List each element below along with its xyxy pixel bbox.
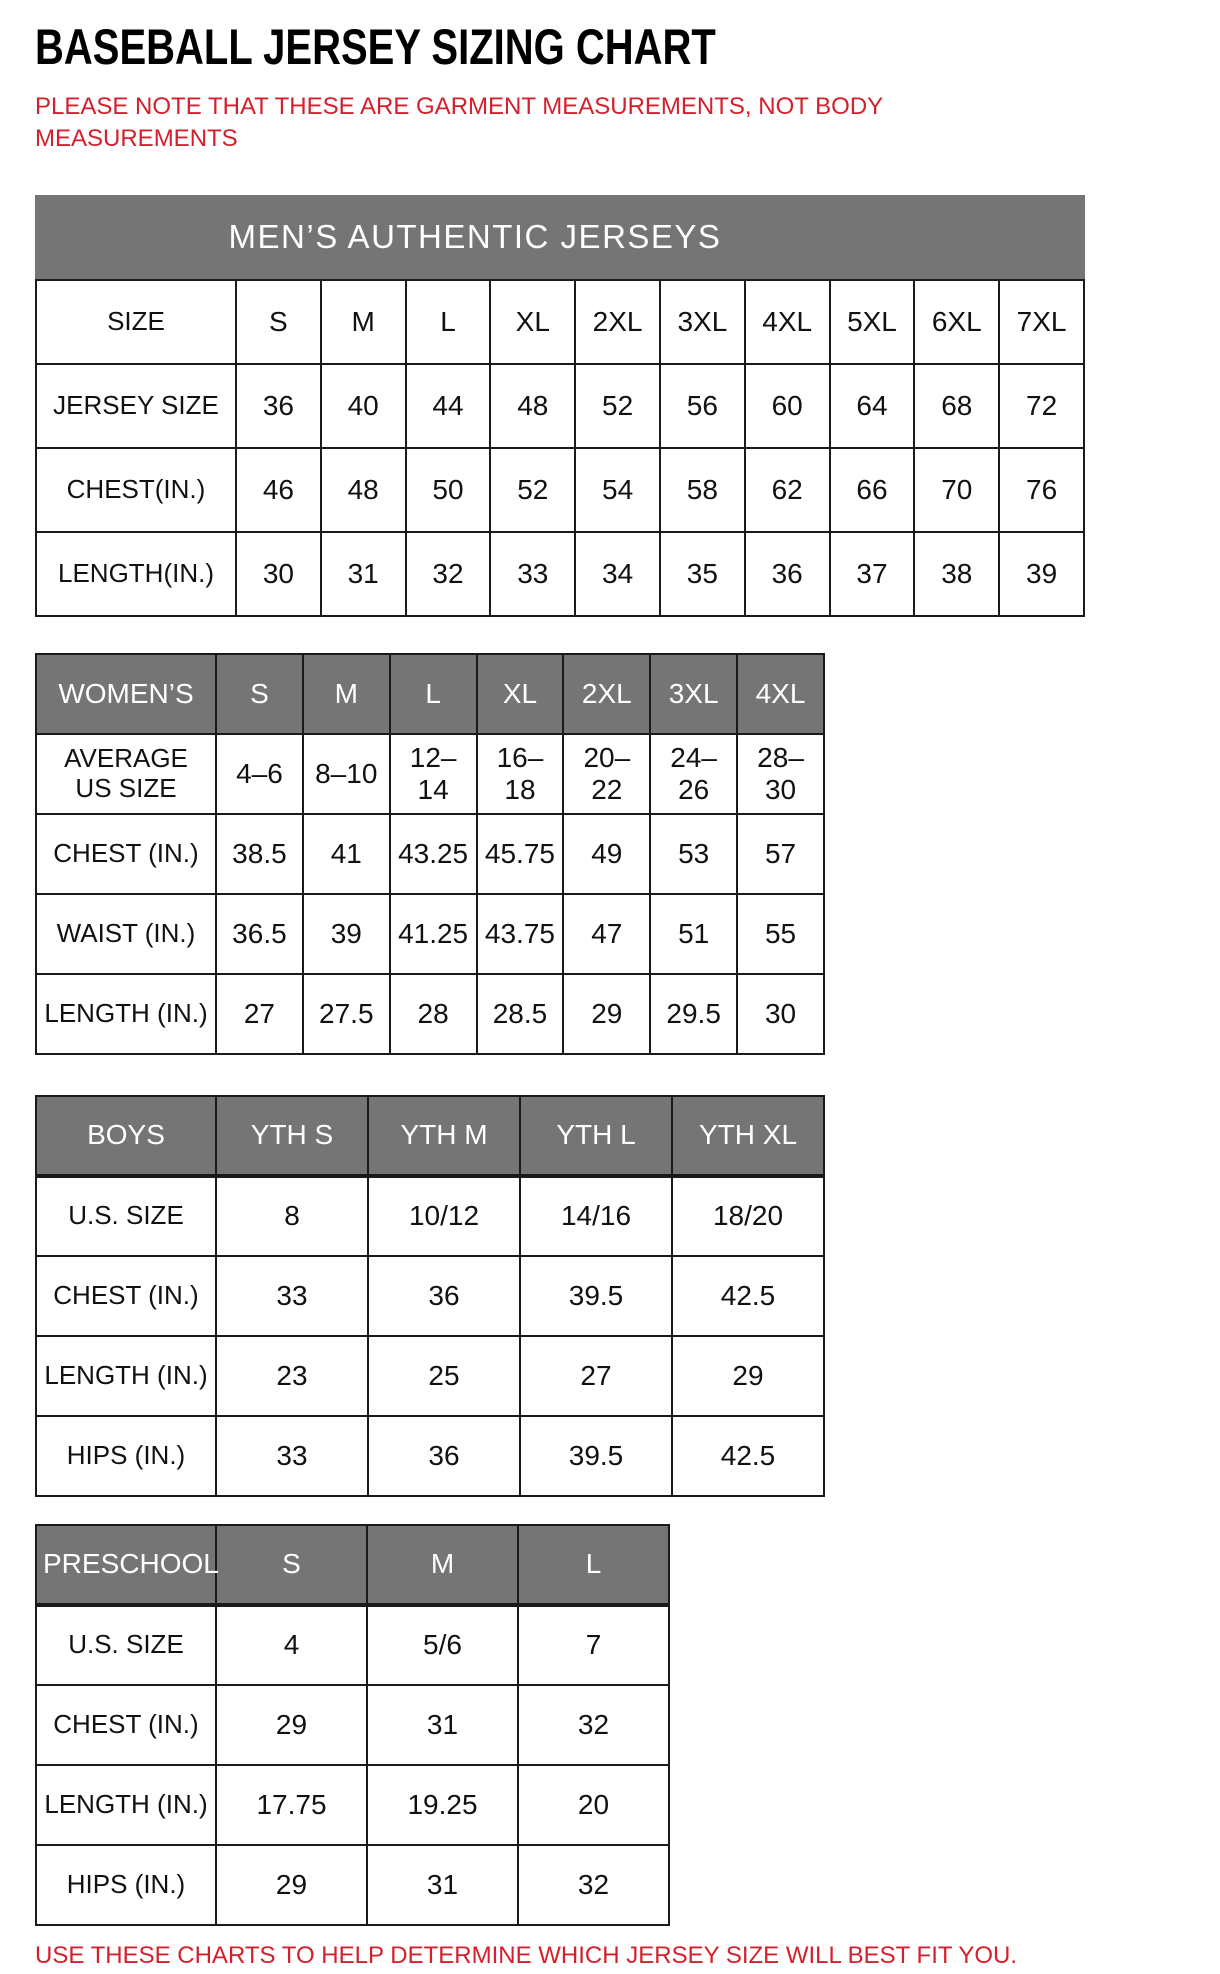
table-row: [36, 1176, 824, 1256]
size-cell: 52: [575, 364, 660, 448]
row-label: HIPS (IN.): [36, 1845, 216, 1925]
size-cell: 28–30: [737, 734, 824, 814]
size-cell: 52: [490, 448, 575, 532]
size-cell: 36: [236, 364, 321, 448]
row-label: U.S. SIZE: [36, 1605, 216, 1685]
size-cell: 33: [490, 532, 575, 616]
size-cell: 32: [518, 1685, 669, 1765]
size-cell: 35: [660, 532, 745, 616]
size-cell: 16–18: [477, 734, 564, 814]
size-cell: 41: [303, 814, 390, 894]
size-cell: 8–10: [303, 734, 390, 814]
size-cell: 43.25: [390, 814, 477, 894]
column-header: YTH XL: [672, 1096, 824, 1176]
table-row: [36, 1765, 669, 1845]
column-header: M: [303, 654, 390, 734]
size-cell: 62: [745, 448, 830, 532]
column-header: 4XL: [737, 654, 824, 734]
size-cell: S: [236, 280, 321, 364]
note-line-1: PLEASE NOTE THAT THESE ARE GARMENT MEASUREMENTS, NOT BODY: [35, 92, 884, 120]
mens-section: [35, 195, 1220, 617]
table-row: [36, 280, 1084, 364]
size-cell: 39: [999, 532, 1084, 616]
table-row: [36, 448, 1084, 532]
size-cell: 76: [999, 448, 1084, 532]
size-cell: 38.5: [216, 814, 303, 894]
size-cell: 10/12: [368, 1176, 520, 1256]
table-row: [36, 364, 1084, 448]
size-cell: 3XL: [660, 280, 745, 364]
size-cell: 24–26: [650, 734, 737, 814]
size-cell: 2XL: [575, 280, 660, 364]
size-cell: 5/6: [367, 1605, 518, 1685]
row-label: CHEST (IN.): [36, 814, 216, 894]
size-cell: 42.5: [672, 1256, 824, 1336]
size-cell: 38: [914, 532, 999, 616]
size-cell: 68: [914, 364, 999, 448]
size-cell: 46: [236, 448, 321, 532]
column-header: L: [390, 654, 477, 734]
size-cell: 4–6: [216, 734, 303, 814]
size-cell: 29: [216, 1845, 367, 1925]
size-cell: 33: [216, 1256, 368, 1336]
preschool-size-table: [35, 1524, 670, 1926]
column-header: XL: [477, 654, 564, 734]
size-cell: 18/20: [672, 1176, 824, 1256]
row-label: JERSEY SIZE: [36, 364, 236, 448]
header-row: [36, 654, 824, 734]
column-header: M: [367, 1525, 518, 1605]
size-cell: 28.5: [477, 974, 564, 1054]
size-cell: 31: [321, 532, 406, 616]
size-cell: 72: [999, 364, 1084, 448]
row-label: CHEST (IN.): [36, 1256, 216, 1336]
row-label: AVERAGE US SIZE: [36, 734, 216, 814]
preschool-section: [35, 1524, 1220, 1926]
column-header: 2XL: [563, 654, 650, 734]
size-cell: 4: [216, 1605, 367, 1685]
row-label: LENGTH (IN.): [36, 1336, 216, 1416]
size-cell: 30: [737, 974, 824, 1054]
row-label: CHEST (IN.): [36, 1685, 216, 1765]
table-row: [36, 1416, 824, 1496]
size-cell: 30: [236, 532, 321, 616]
boys-section: [35, 1095, 1220, 1497]
size-cell: 48: [321, 448, 406, 532]
size-cell: 28: [390, 974, 477, 1054]
size-cell: 37: [830, 532, 915, 616]
row-label: CHEST(IN.): [36, 448, 236, 532]
size-cell: 32: [406, 532, 491, 616]
table-row: [36, 1845, 669, 1925]
size-cell: M: [321, 280, 406, 364]
size-cell: 44: [406, 364, 491, 448]
size-cell: 64: [830, 364, 915, 448]
mens-size-table: [35, 279, 1085, 617]
size-cell: 39.5: [520, 1256, 672, 1336]
size-cell: 57: [737, 814, 824, 894]
size-cell: 20–22: [563, 734, 650, 814]
column-header: YTH S: [216, 1096, 368, 1176]
size-cell: 19.25: [367, 1765, 518, 1845]
size-cell: 14/16: [520, 1176, 672, 1256]
size-cell: 36: [368, 1416, 520, 1496]
size-cell: 43.75: [477, 894, 564, 974]
size-cell: 32: [518, 1845, 669, 1925]
table-row: [36, 894, 824, 974]
size-cell: 27: [520, 1336, 672, 1416]
page-title: BASEBALL JERSEY SIZING CHART: [35, 19, 716, 75]
size-cell: 33: [216, 1416, 368, 1496]
size-cell: 36: [368, 1256, 520, 1336]
table-row: [36, 734, 824, 814]
size-cell: 53: [650, 814, 737, 894]
womens-size-table: [35, 653, 825, 1055]
size-cell: 49: [563, 814, 650, 894]
size-cell: 50: [406, 448, 491, 532]
size-cell: 55: [737, 894, 824, 974]
size-cell: 40: [321, 364, 406, 448]
boys-size-table: [35, 1095, 825, 1497]
mens-banner: MEN’S AUTHENTIC JERSEYS: [35, 195, 1085, 279]
footer-note: USE THESE CHARTS TO HELP DETERMINE WHICH JERSEY SIZE WILL BEST FIT YOU.: [35, 1941, 1018, 1969]
size-cell: 70: [914, 448, 999, 532]
column-header: S: [216, 654, 303, 734]
size-cell: 29: [216, 1685, 367, 1765]
size-cell: 31: [367, 1685, 518, 1765]
size-cell: 17.75: [216, 1765, 367, 1845]
size-cell: 36: [745, 532, 830, 616]
size-cell: 7XL: [999, 280, 1084, 364]
row-group-label: PRESCHOOL: [36, 1525, 216, 1605]
size-cell: 27.5: [303, 974, 390, 1054]
size-cell: XL: [490, 280, 575, 364]
size-cell: 42.5: [672, 1416, 824, 1496]
row-label: LENGTH (IN.): [36, 1765, 216, 1845]
size-cell: 29.5: [650, 974, 737, 1054]
size-cell: 51: [650, 894, 737, 974]
size-cell: 39: [303, 894, 390, 974]
row-group-label: WOMEN’S: [36, 654, 216, 734]
size-cell: 34: [575, 532, 660, 616]
womens-section: [35, 653, 1220, 1055]
column-header: YTH M: [368, 1096, 520, 1176]
row-group-label: BOYS: [36, 1096, 216, 1176]
table-row: [36, 1605, 669, 1685]
row-label: LENGTH (IN.): [36, 974, 216, 1054]
size-cell: 36.5: [216, 894, 303, 974]
row-label: WAIST (IN.): [36, 894, 216, 974]
table-row: [36, 1336, 824, 1416]
size-cell: 60: [745, 364, 830, 448]
size-cell: 29: [563, 974, 650, 1054]
size-cell: 58: [660, 448, 745, 532]
header-row: [36, 1096, 824, 1176]
size-cell: 48: [490, 364, 575, 448]
row-label: SIZE: [36, 280, 236, 364]
size-cell: 56: [660, 364, 745, 448]
size-cell: 23: [216, 1336, 368, 1416]
size-cell: 47: [563, 894, 650, 974]
header-row: [36, 1525, 669, 1605]
size-cell: 6XL: [914, 280, 999, 364]
size-cell: 25: [368, 1336, 520, 1416]
column-header: L: [518, 1525, 669, 1605]
size-cell: 27: [216, 974, 303, 1054]
row-label: LENGTH(IN.): [36, 532, 236, 616]
table-row: [36, 814, 824, 894]
row-label: U.S. SIZE: [36, 1176, 216, 1256]
size-cell: 4XL: [745, 280, 830, 364]
size-cell: 8: [216, 1176, 368, 1256]
note-line-2: MEASUREMENTS: [35, 124, 238, 152]
size-cell: L: [406, 280, 491, 364]
table-row: [36, 1685, 669, 1765]
size-cell: 41.25: [390, 894, 477, 974]
column-header: S: [216, 1525, 367, 1605]
size-cell: 20: [518, 1765, 669, 1845]
table-row: [36, 974, 824, 1054]
size-cell: 7: [518, 1605, 669, 1685]
size-cell: 45.75: [477, 814, 564, 894]
size-cell: 5XL: [830, 280, 915, 364]
size-cell: 29: [672, 1336, 824, 1416]
size-cell: 66: [830, 448, 915, 532]
size-cell: 39.5: [520, 1416, 672, 1496]
size-cell: 31: [367, 1845, 518, 1925]
column-header: YTH L: [520, 1096, 672, 1176]
table-row: [36, 532, 1084, 616]
row-label: HIPS (IN.): [36, 1416, 216, 1496]
column-header: 3XL: [650, 654, 737, 734]
size-cell: 12–14: [390, 734, 477, 814]
table-row: [36, 1256, 824, 1336]
size-cell: 54: [575, 448, 660, 532]
garment-note: [35, 91, 1220, 155]
